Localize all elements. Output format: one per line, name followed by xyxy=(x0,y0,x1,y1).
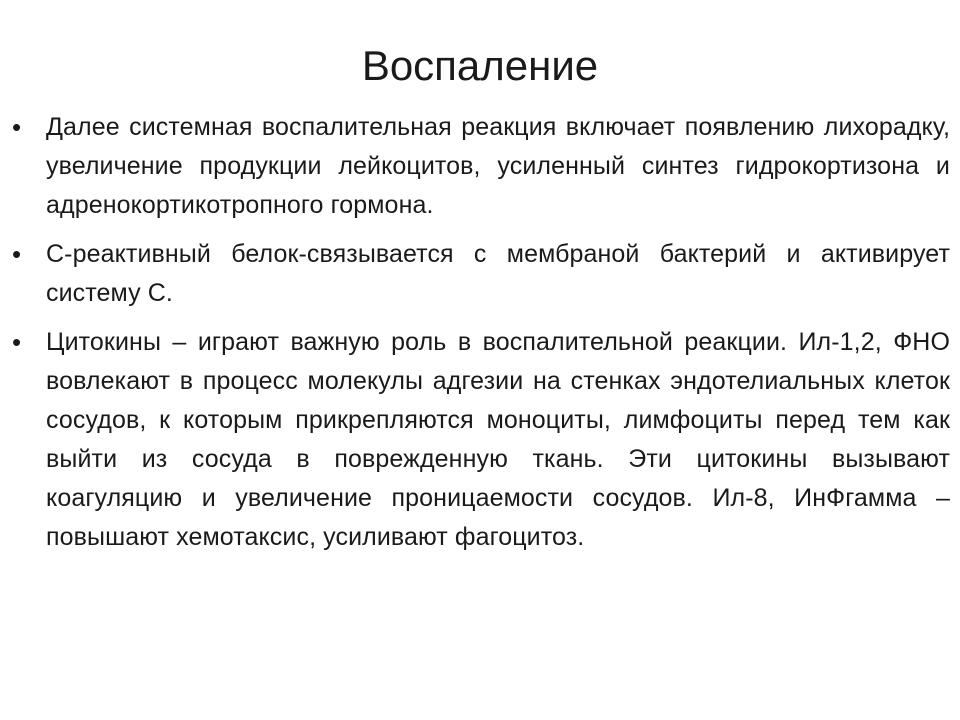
bullet-text-cytokines: Цитокины – играют важную роль в воспалительной реакции. Ил-1,2, ФНО вовлекают в процесс молекулы адгезии на стенках эндотелиальных клеток сосудов, к которым прикрепляются моноциты, лимфоциты перед тем как выйти из сосуда в поврежденную ткань. Эти цитокины вызывают коагуляцию и увеличение проницаемости сосудов. Ил-8, ИнФгамма – повышают хемотаксис, усиливают фагоцитоз. xyxy=(46,328,950,551)
bullet-item xyxy=(10,323,950,557)
bullet-text-systemic-reaction: Далее системная воспалительная реакция включает появлению лихорадку, увеличение продукции лейкоцитов, усиленный синтез гидрокортизона и адренокортикотропного гормона. xyxy=(46,113,950,219)
bullet-item xyxy=(10,108,950,225)
bullet-text-c-reactive-protein: С-реактивный белок-связывается с мембраной бактерий и активирует систему С. xyxy=(46,240,950,307)
bullet-item xyxy=(10,235,950,313)
bullet-marker: • xyxy=(12,239,22,269)
bullet-list xyxy=(10,108,950,567)
bullet-marker: • xyxy=(12,327,22,357)
bullet-marker: • xyxy=(12,112,22,142)
slide-title: Воспаление xyxy=(361,42,599,89)
